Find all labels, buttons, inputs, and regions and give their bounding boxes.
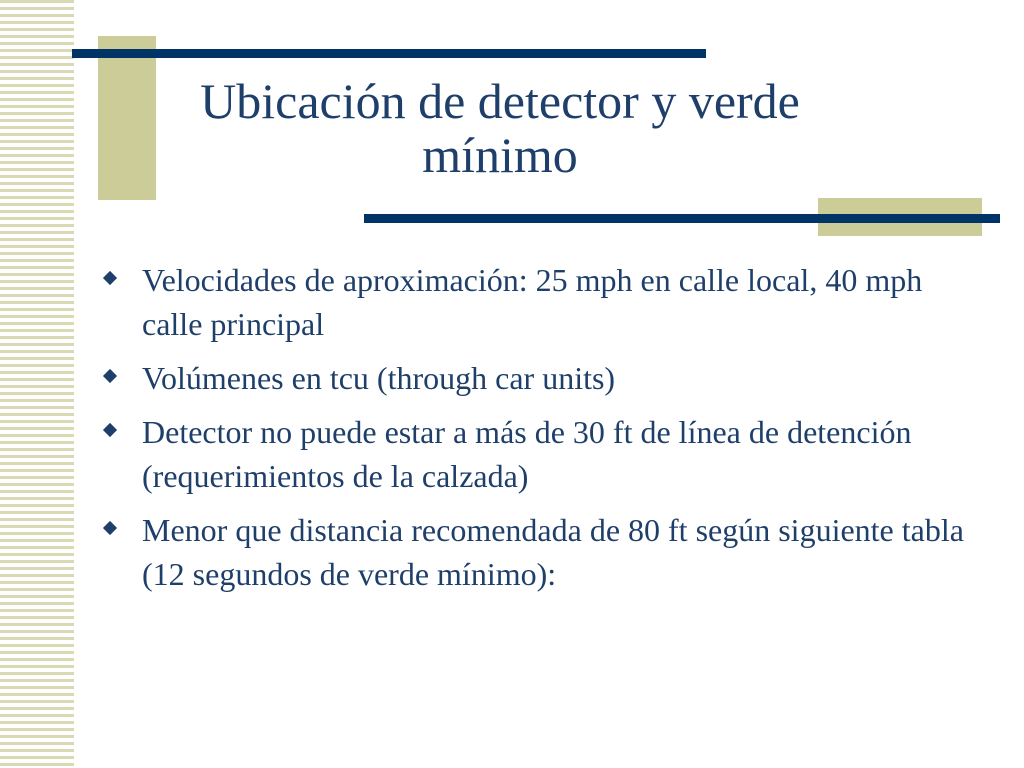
bullet-item [105, 508, 965, 596]
diamond-bullet-icon [103, 369, 117, 383]
bullet-text: Detector no puede estar a más de 30 ft de línea de detención (requerimientos de la calzada) [142, 414, 912, 494]
bullet-text: Velocidades de aproximación: 25 mph en calle local, 40 mph calle principal [142, 262, 923, 342]
bullet-item [105, 356, 965, 400]
bullet-item [105, 410, 965, 498]
slide-title: Ubicación de detector y verde mínimo [200, 73, 800, 183]
diamond-bullet-icon [103, 521, 117, 535]
diamond-bullet-icon [103, 271, 117, 285]
diamond-bullet-icon [103, 423, 117, 437]
title-bottom-rule [364, 214, 1000, 223]
bullet-item [105, 258, 965, 346]
bullet-text: Volúmenes en tcu (through car units) [142, 360, 616, 396]
left-stripe-decoration [0, 0, 74, 768]
bullet-list [105, 258, 965, 606]
title-accent-block [98, 36, 156, 200]
title-top-rule [72, 49, 706, 58]
bullet-text: Menor que distancia recomendada de 80 ft según siguiente tabla (12 segundos de verde mínimo): [142, 512, 964, 592]
